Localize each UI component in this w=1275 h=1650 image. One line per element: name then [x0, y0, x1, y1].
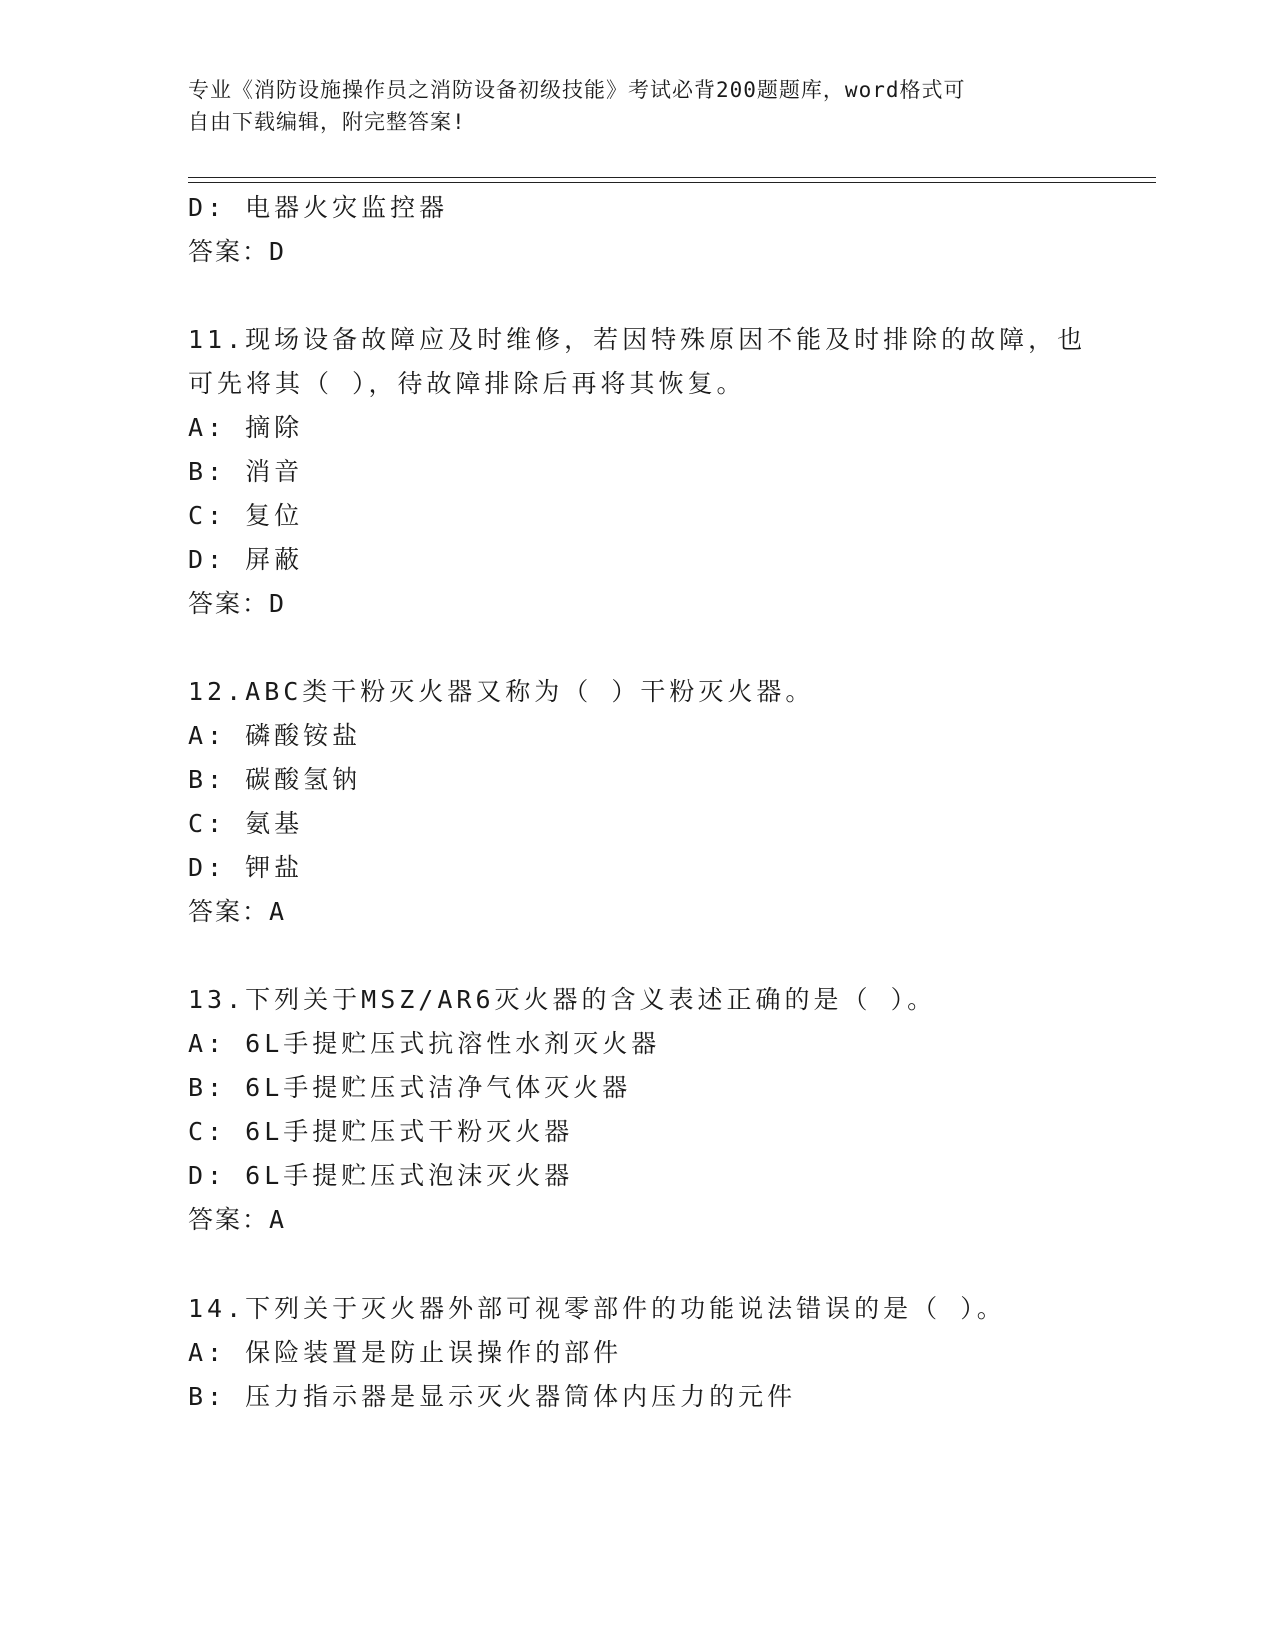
- question-13-answer: 答案：A: [188, 1205, 287, 1234]
- question-11-option-b: B: 消音: [188, 457, 304, 486]
- question-12-answer: 答案：A: [188, 897, 287, 926]
- question-11-option-a: A: 摘除: [188, 413, 304, 442]
- question-13-option-a: A: 6L手提贮压式抗溶性水剂灭火器: [188, 1029, 661, 1058]
- question-14-option-b: B: 压力指示器是显示灭火器筒体内压力的元件: [188, 1382, 797, 1411]
- question-13-option-d: D: 6L手提贮压式泡沫灭火器: [188, 1161, 574, 1190]
- lead-option-d: D: 电器火灾监控器: [188, 193, 449, 222]
- question-12-stem-line-1: 12.ABC类干粉灭火器又称为（ ）干粉灭火器。: [188, 677, 815, 706]
- question-13-option-c: C: 6L手提贮压式干粉灭火器: [188, 1117, 574, 1146]
- question-12-option-b: B: 碳酸氢钠: [188, 765, 362, 794]
- question-12-option-d: D: 钾盐: [188, 853, 304, 882]
- document-header: [188, 74, 1088, 138]
- header-rule-bottom: [188, 182, 1156, 183]
- question-11-option-d: D: 屏蔽: [188, 545, 304, 574]
- question-11-stem-line-1: 11.现场设备故障应及时维修，若因特殊原因不能及时排除的故障，也: [188, 325, 1087, 354]
- question-11-option-c: C: 复位: [188, 501, 304, 530]
- question-12-option-c: C: 氨基: [188, 809, 304, 838]
- header-line-1: 专业《消防设施操作员之消防设备初级技能》考试必背200题题库，word格式可: [188, 78, 966, 102]
- question-11-answer: 答案：D: [188, 589, 287, 618]
- question-12-option-a: A: 磷酸铵盐: [188, 721, 362, 750]
- lead-answer: 答案：D: [188, 237, 287, 266]
- question-14-option-a: A: 保险装置是防止误操作的部件: [188, 1338, 623, 1367]
- question-11-stem-line-2: 可先将其（ ），待故障排除后再将其恢复。: [188, 369, 746, 398]
- header-rule-top: [188, 177, 1156, 178]
- question-13-stem-line-1: 13.下列关于MSZ/AR6灭火器的含义表述正确的是（ ）。: [188, 985, 937, 1014]
- question-13-option-b: B: 6L手提贮压式洁净气体灭火器: [188, 1073, 632, 1102]
- question-14-stem-line-1: 14.下列关于灭火器外部可视零部件的功能说法错误的是（ ）。: [188, 1294, 1006, 1323]
- header-line-2: 自由下载编辑，附完整答案!: [188, 110, 466, 134]
